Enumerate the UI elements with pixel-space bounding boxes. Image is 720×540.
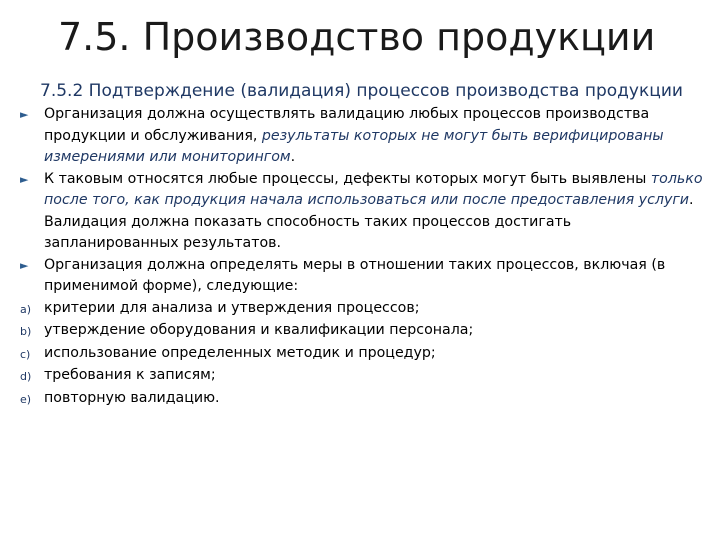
list-item [20,343,710,366]
list-marker: b) [20,325,32,338]
bullet-emphasis: только после того, как продукция начала использоваться или после предоставления услуги [44,170,703,208]
bullet-text: К таковым относятся любые процессы, дефекты которых могут быть выявлены [44,170,651,187]
list-item-text: утверждение оборудования и квалификации персонала; [44,322,474,338]
bullet-text-after: . [290,149,296,165]
bullet-item [20,255,710,298]
triangle-right-icon: ► [20,258,29,272]
list-item-text: критерии для анализа и утверждения процессов; [44,299,420,316]
slide-title: 7.5. Производство продукции [58,15,656,59]
bullet-text: Организация должна осуществлять валидацию любых процессов производства продукции и обслуживания, [44,106,650,144]
triangle-right-icon: ► [20,172,29,186]
bullet-emphasis: результаты которых не могут быть верифицированы измерениями или мониторингом [44,127,664,165]
bullet-text-after: . Валидация должна показать способность таких процессов достигать запланированных результатов. [44,192,694,251]
list-item [20,365,710,388]
list-item-text: повторную валидацию. [44,389,220,406]
list-marker: a) [20,302,32,316]
list-item [20,320,710,343]
list-item-text: использование определенных методик и процедур; [44,344,436,361]
list-item-text: требования к записям; [44,367,216,383]
list-item [20,388,710,411]
bullet-text: Организация должна определять меры в отношении таких процессов, включая (в применимой форме), следующие: [44,256,666,294]
bullet-item [20,104,710,169]
list-item [20,298,710,321]
slide-body [20,104,710,410]
list-marker: d) [20,370,32,383]
triangle-right-icon: ► [20,108,29,121]
bullet-item [20,169,710,255]
list-marker: e) [20,392,32,406]
section-subtitle: 7.5.2 Подтверждение (валидация) процессов производства продукции [40,81,683,101]
list-marker: c) [20,347,31,361]
